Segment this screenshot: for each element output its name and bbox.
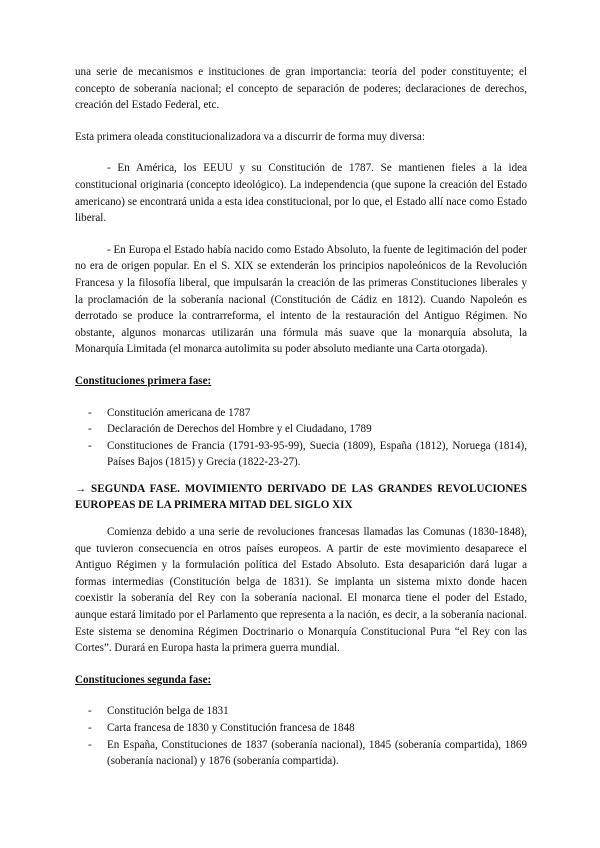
list-item <box>75 421 527 438</box>
second-phase-heading: Constituciones segunda fase: <box>75 673 212 686</box>
second-phase-section-title: → SEGUNDA FASE. MOVIMIENTO DERIVADO DE LAS GRANDES REVOLUCIONES EUROPEAS DE LA PRIMERA MITAD DEL SIGLO XIX <box>75 482 527 512</box>
list-item-text: Carta francesa de 1830 y Constitución francesa de 1848 <box>107 722 355 734</box>
dash-bullet: - <box>88 439 92 452</box>
list-item <box>75 438 527 471</box>
dash-bullet: - <box>88 423 92 436</box>
dash-bullet: - <box>88 722 92 734</box>
america-paragraph: - En América, los EEUU y su Constitución de 1787. Se mantienen fieles a la idea constitucional originaria (concepto ideológico). La independencia (que supone la creación del Estado americano) se encontrará unida a esta idea constitucional, por lo que, el Estado allí nace como Estado liberal. <box>75 162 527 225</box>
intro-continuation-paragraph: una serie de mecanismos e instituciones de gran importancia: teoría del poder constituyente; el concepto de soberanía nacional; el concepto de separación de poderes; declaraciones de derechos, creación del Estado Federal, etc. <box>75 66 527 112</box>
first-phase-heading: Constituciones primera fase: <box>75 374 212 387</box>
intro-lead-paragraph: Esta primera oleada constitucionalizadora va a discurrir de forma muy diversa: <box>75 130 425 143</box>
list-item-text: Declaración de Derechos del Hombre y el Ciudadano, 1789 <box>107 423 372 436</box>
second-phase-list <box>75 703 527 769</box>
list-item-text: Constitución americana de 1787 <box>107 406 251 419</box>
list-item <box>75 720 527 737</box>
list-item <box>75 405 527 422</box>
europa-paragraph: - En Europa el Estado había nacido como Estado Absoluto, la fuente de legitimación del poder no era de origen popular. En el S. XIX se extenderán los principios napoleónicos de la Revolución Francesa y la filosofía liberal, que impulsarán la creación de las primeras Constituciones liberales y la proclamación de la soberanía nacional (Constitución de Cádiz en 1812). Cuando Napoleón es derrotado se produce la contrarreforma, el intento de la restauración del Antiguo Régimen. No obstante, algunos monarcas utilizarán una fórmula más suave que la monarquía absoluta, la Monarquía Limitada (el monarca autolimita su poder absoluto mediante una Carta otorgada). <box>75 243 527 356</box>
list-item-text: Constitución belga de 1831 <box>107 705 229 718</box>
list-item-text: Constituciones de Francia (1791-93-95-99), Suecia (1809), España (1812), Noruega (1814), Países Bajos (1815) y Grecia (1822-23-27). <box>107 439 527 469</box>
list-item <box>75 737 527 770</box>
document-page <box>75 64 527 770</box>
dash-bullet: - <box>88 738 92 751</box>
dash-bullet: - <box>88 705 92 718</box>
first-phase-list <box>75 405 527 471</box>
second-phase-body-paragraph: Comienza debido a una serie de revoluciones francesas llamadas las Comunas (1830-1848), que tuvieron consecuencia en otros países europeos. A partir de este movimiento desaparece el Antiguo Régimen y la formulación política del Estado Absoluto. Esta desaparición dará lugar a formas intermedias (Constitución belga de 1831). Se implanta un sistema mixto donde hacen coexistir la soberanía del Rey con la soberanía nacional. El monarca tiene el poder del Estado, aunque estará limitado por el Parlamento que representa a la nación, es decir, a la soberanía nacional. Este sistema se denomina Régimen Doctrinario o Monarquía Constitucional Pura “el Rey con las Cortes”. Durará en Europa hasta la primera guerra mundial. <box>75 526 527 655</box>
list-item <box>75 703 527 720</box>
list-item-text: En España, Constituciones de 1837 (soberanía nacional), 1845 (soberanía compartida), 1869 (soberanía nacional) y 1876 (soberanía compartida). <box>107 738 527 768</box>
dash-bullet: - <box>88 406 92 419</box>
